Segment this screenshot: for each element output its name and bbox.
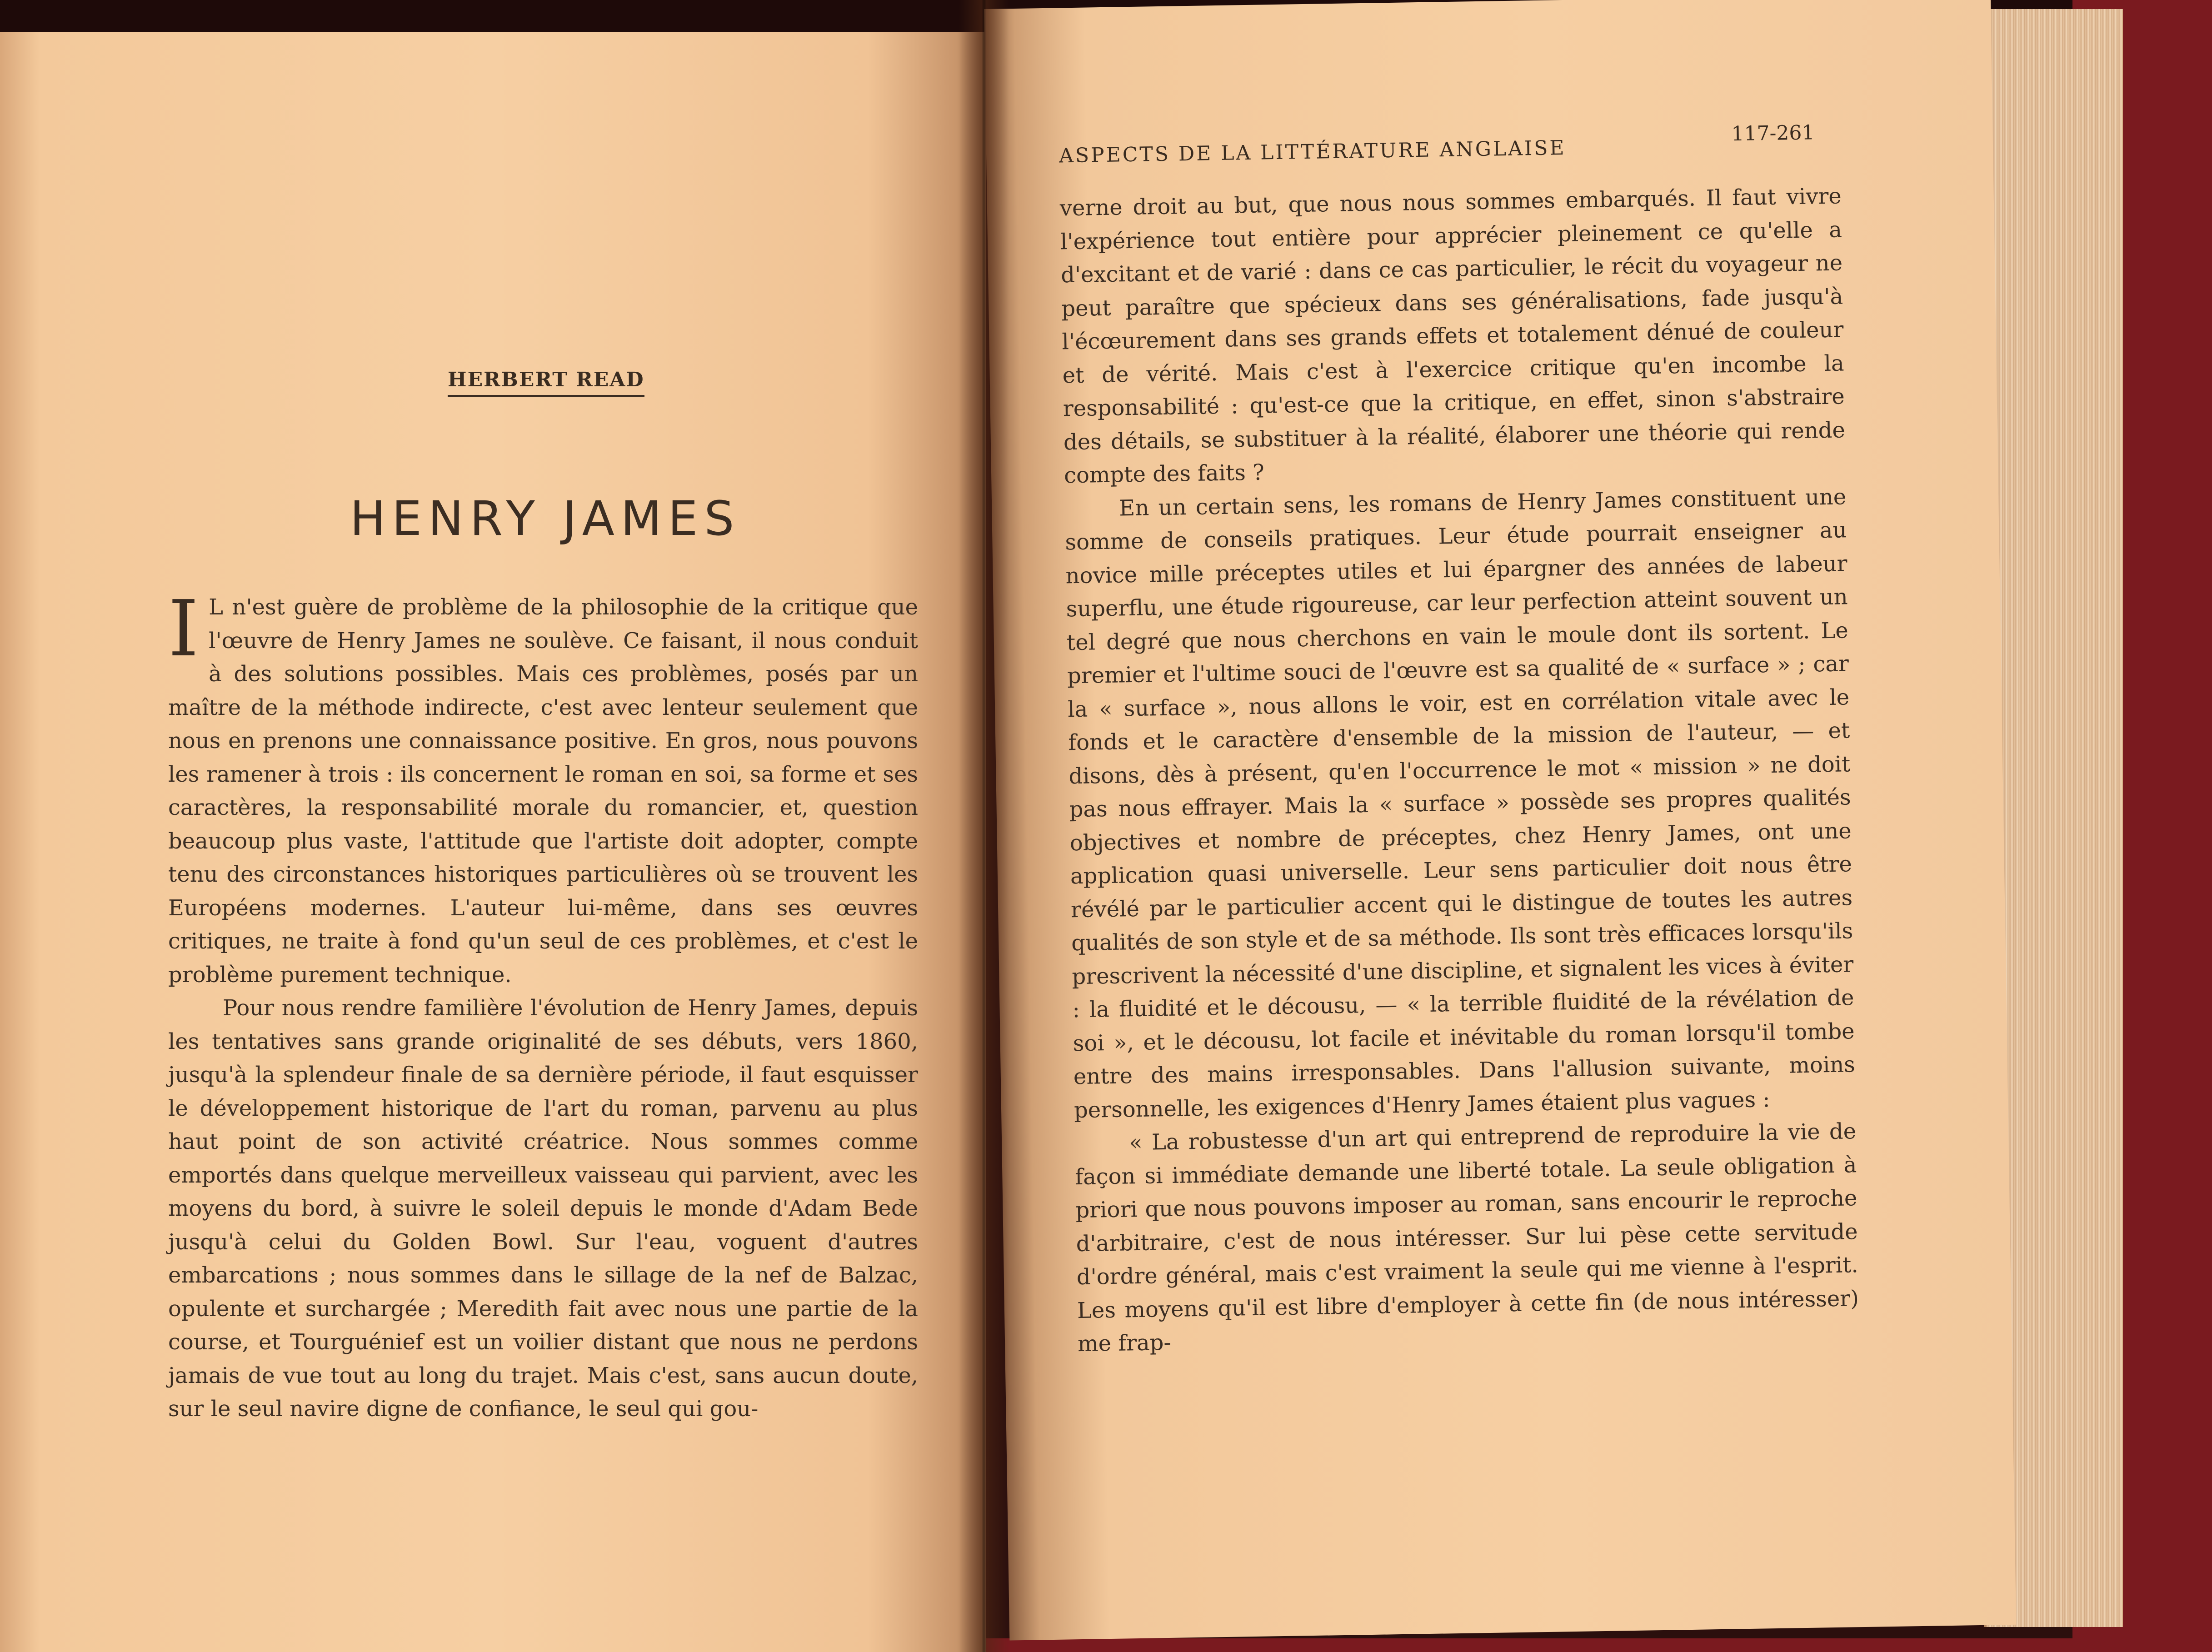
spine-gutter [959,0,1009,1652]
quote-paragraph: « La robustesse d'un art qui entreprend de reproduire la vie de façon si immédiate demande une liberté totale. La seule obligation à priori que nous pouvons imposer au roman, sans encourir le reproche d'arbitraire, c'est de nous intéresser. Sur lui pèse cette servitude d'ordre général, mais c'est vraiment la seule qui me vienne à l'esprit. Les moyens qu'il est libre d'employer à cette fin (de nous intéresser) me frap- [1074,1118,1859,1357]
page-number: 117-261 [1731,121,1815,146]
author-heading: HERBERT READ [448,368,644,397]
paragraph-text: L n'est guère de problème de la philosophie de la critique que l'œuvre de Henry James ne soulève. Ce faisant, il nous conduit à des solutions possibles. Mais ces problèmes, posés par un maître de la méthode indirecte, c'est avec lenteur seulement que nous en prenons une connaissance positive. En gros, nous pouvons les ramener à trois : ils concernent le roman en soi, sa forme et ses caractères, la responsabilité morale du romancier, et, question beaucoup plus vaste, l'attitude que l'artiste doit adopter, compte tenu des circonstances historiques particulières où se trouvent les Européens modernes. L'auteur lui-même, dans ses œuvres critiques, ne traite à fond qu'un seul de ces problèmes, et c'est le problème purement technique. [168,594,918,988]
right-page [984,0,2016,1641]
chapter-title: HENRY JAMES [350,491,741,546]
running-head: ASPECTS DE LA LITTÉRATURE ANGLAISE [1059,136,1566,168]
paragraph: En un certain sens, les romans de Henry James constituent une somme de conseils pratiques. Leur étude pourrait enseigner au novice mille préceptes utiles et lui épargner des années de labeur superflu, une étude rigoureuse, car leur perfection atteint souvent un tel degré que nous cherchons en vain le moule dont ils sortent. Le premier et l'ultime souci de l'œuvre est sa qualité de « surface » ; car la « surface », nous allons le voir, est en corrélation vitale avec le fonds et le caractère d'ensemble de la mission de l'auteur, — et disons, dès à présent, qu'en l'occurrence le mot « mission » ne doit pas nous effrayer. Mais la « surface » possède ses propres qualités objectives et nombre de préceptes, chez Henry James, ont une application quasi universelle. Leur sens particulier doit nous être révélé par le particulier accent qui le distingue de toutes les autres qualités de son style et de sa méthode. Ils sont très efficaces lorsqu'ils prescrivent la nécessité d'une discipline, et signalent les vices à éviter : la fluidité et le décousu, — « la terrible fluidité de la révélation de soi », et le décousu, lot facile et inévitable du roman lorsqu'il tombe entre des mains irresponsables. Dans l'allusion suivante, moins personnelle, les exigences d'Henry James étaient plus vagues : [1065,484,1856,1123]
left-page [0,32,986,1652]
paragraph: Pour nous rendre familière l'évolution de Henry James, depuis les tentatives sans grande originalité de ses débuts, vers 1860, jusqu'à la splendeur finale de sa dernière période, il faut esquisser le développement historique de l'art du roman, parvenu au plus haut point de son activité créatrice. Nous sommes comme emportés dans quelque merveilleux vaisseau qui parvient, avec les moyens du bord, à suivre le soleil depuis le monde d'Adam Bede jusqu'à celui du Golden Bowl. Sur l'eau, voguent d'autres embarcations ; nous sommes dans le sillage de la nef de Balzac, opulente et surchargée ; Meredith fait avec nous une partie de la course, et Tourguénief est un voilier distant que nous ne perdons jamais de vue tout au long du trajet. Mais c'est, sans aucun doute, sur le seul navire digne de confiance, le seul qui gou- [168,995,918,1422]
left-body [168,584,918,1426]
right-body [1059,180,1859,1361]
paragraph [168,584,918,992]
drop-cap: I [168,584,199,674]
paragraph: verne droit au but, que nous nous sommes embarqués. Il faut vivre l'expérience tout entière pour apprécier pleinement ce qu'elle a d'excitant et de varié : dans ce cas particulier, le récit du voyageur ne peut paraître que spécieux dans ses généralisations, fade jusqu'à l'écœurement dans ses grands effets et totalement dénué de couleur et de vérité. Mais c'est à l'exercice critique qu'en incombe la responsabilité : qu'est-ce que la critique, en effet, sinon s'abstraire des détails, se substituer à la réalité, élaborer une théorie qui rende compte des faits ? [1059,183,1846,489]
